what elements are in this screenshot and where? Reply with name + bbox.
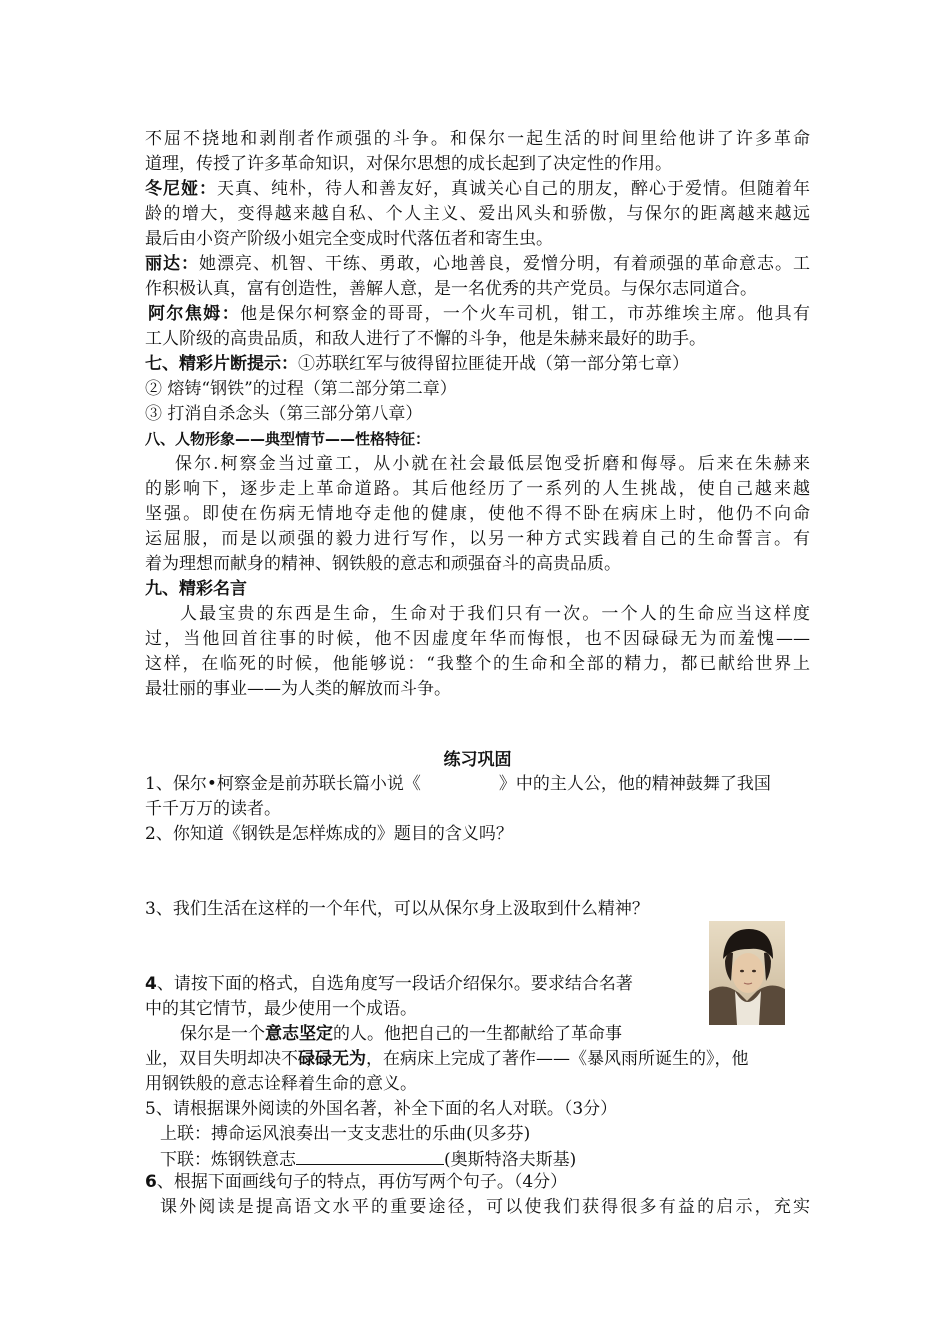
section9-heading: 九、精彩名言 — [145, 579, 247, 599]
q6-passage: 课外阅读是提高语文水平的重要途径，可以使我们获得很多有益的启示，充实 — [160, 1197, 810, 1217]
q1-text-a: 1、保尔•柯察金是前苏联长篇小说《 — [145, 774, 421, 794]
intro-line-2: 道理，传授了许多革命知识，对保尔思想的成长起到了决定性的作用。 — [145, 154, 672, 174]
tonya-line-3: 最后由小资产阶级小姐完全变成时代落伍者和寄生虫。 — [145, 229, 553, 249]
tonya-line-2: 龄的增大，变得越来越自私、个人主义、爱出风头和骄傲，与保尔的距离越来越远 — [145, 204, 810, 224]
tonya-name: 冬尼娅： — [145, 179, 217, 199]
q4-example-d: ，在病床上完成了著作——《暴风雨所诞生的》，他 — [366, 1049, 749, 1069]
rita-paragraph-line-1 — [145, 252, 810, 277]
paul-portrait-image — [709, 921, 785, 1025]
q4-line-1 — [145, 972, 695, 997]
section9-line-4: 最壮丽的事业——为人类的解放而斗争。 — [145, 679, 451, 699]
rita-line-2: 作积极认真，富有创造性，善解人意，是一名优秀的共产党员。与保尔志同道合。 — [145, 279, 757, 299]
exercise-title: 练习巩固 — [443, 750, 512, 770]
section8-heading: 八、人物形象——典型情节——性格特征： — [145, 430, 431, 448]
section8-line-3: 坚强。即使在伤病无情地夺走他的健康，使他不得不卧在病床上时，他仍不向命 — [145, 504, 810, 524]
section8-line-4: 运屈服，而是以顽强的毅力进行写作，以另一种方式实践着自己的生命誓言。有 — [145, 529, 810, 549]
q4-example-b: 的人。他把自己的一生都献给了革命事 — [333, 1024, 622, 1044]
q5: 5、请根据课外阅读的外国名著，补全下面的名人对联。（3分） — [145, 1099, 618, 1119]
q4-text-a: 、请按下面的格式，自选角度写一段话介绍保尔。要求结合名著 — [156, 974, 633, 994]
q4-line-2: 中的其它情节，最少使用一个成语。 — [145, 999, 417, 1019]
section9-line-3: 这样，在临死的时候，他能够说：“我整个的生命和全部的精力，都已献给世界上 — [145, 654, 810, 674]
section7-item-3: ③ 打消自杀念头（第三部分第八章） — [145, 404, 423, 424]
section8-line-5: 着为理想而献身的精神、钢铁般的意志和顽强奋斗的高贵品质。 — [145, 554, 621, 574]
q5-lower-author: (奥斯特洛夫斯基) — [444, 1150, 577, 1170]
q4-example-line-2 — [145, 1047, 810, 1072]
section9-line-2: 过，当他回首往事的时候，他不因虚度年华而悔恨，也不因碌碌无为而羞愧—— — [145, 629, 810, 649]
q3: 3、我们生活在这样的一个年代，可以从保尔身上汲取到什么精神？ — [145, 899, 649, 919]
intro-line-1: 不屈不挠地和剥削者作顽强的斗争。和保尔一起生活的时间里给他讲了许多革命 — [145, 129, 810, 149]
artem-line-2: 工人阶级的高贵品质，和敌人进行了不懈的斗争，他是朱赫来最好的助手。 — [145, 329, 706, 349]
section7-heading: 七、精彩片断提示： — [145, 354, 298, 374]
artem-paragraph-line-1 — [148, 302, 810, 327]
q1-text-b: 》中的主人公，他的精神鼓舞了我国 — [498, 774, 771, 794]
artem-name: 阿尔焦姆： — [148, 304, 241, 324]
q4-number: 4 — [145, 974, 157, 994]
portrait-illustration — [709, 921, 785, 1025]
section8-line-1: 保尔.柯察金当过童工，从小就在社会最低层饱受折磨和侮辱。后来在朱赫来 — [175, 454, 810, 474]
q4-example-a: 保尔是一个 — [180, 1024, 265, 1044]
rita-name: 丽达： — [145, 254, 199, 274]
tonya-paragraph-line-1 — [145, 177, 810, 202]
tonya-text-1: 天真、纯朴，待人和善友好，真诚关心自己的朋友，醉心于爱情。但随着年 — [217, 179, 810, 199]
q5-lower-text: 下联：炼钢铁意志 — [160, 1150, 296, 1170]
q1-line-2: 千千万万的读者。 — [145, 799, 281, 819]
q4-example-bold-2: 碌碌无为 — [298, 1049, 366, 1069]
artem-text-1: 他是保尔柯察金的哥哥，一个火车司机，钳工，市苏维埃主席。他具有 — [240, 304, 810, 324]
section7-item-1: ①苏联红军与彼得留拉匪徒开战（第一部分第七章） — [298, 354, 689, 374]
q4-example-bold-1: 意志坚定 — [265, 1024, 333, 1044]
q5-answer-blank[interactable] — [296, 1147, 444, 1165]
q6-line — [145, 1170, 810, 1195]
section7-line — [145, 352, 810, 377]
q2: 2、你知道《钢铁是怎样炼成的》题目的含义吗？ — [145, 824, 513, 844]
q1-line-1 — [145, 772, 810, 797]
q6-text: 、根据下面画线句子的特点，再仿写两个句子。（4分） — [156, 1172, 568, 1192]
q4-example-line-3: 用钢铁般的意志诠释着生命的意义。 — [145, 1074, 417, 1094]
q4-example-line-1 — [180, 1022, 700, 1047]
section7-item-2: ② 熔铸“钢铁”的过程（第二部分第二章） — [145, 379, 457, 399]
q6-number: 6 — [145, 1172, 157, 1192]
section9-line-1: 人最宝贵的东西是生命，生命对于我们只有一次。一个人的生命应当这样度 — [180, 604, 810, 624]
q5-upper-couplet: 上联：搏命运风浪奏出一支支悲壮的乐曲(贝多芬) — [160, 1124, 531, 1144]
rita-text-1: 她漂亮、机智、干练、勇敢，心地善良，爱憎分明，有着顽强的革命意志。工 — [199, 254, 810, 274]
q4-example-c: 业，双目失明却决不 — [145, 1049, 298, 1069]
section8-line-2: 的影响下，逐步走上革命道路。其后他经历了一系列的人生挑战，使自己越来越 — [145, 479, 810, 499]
